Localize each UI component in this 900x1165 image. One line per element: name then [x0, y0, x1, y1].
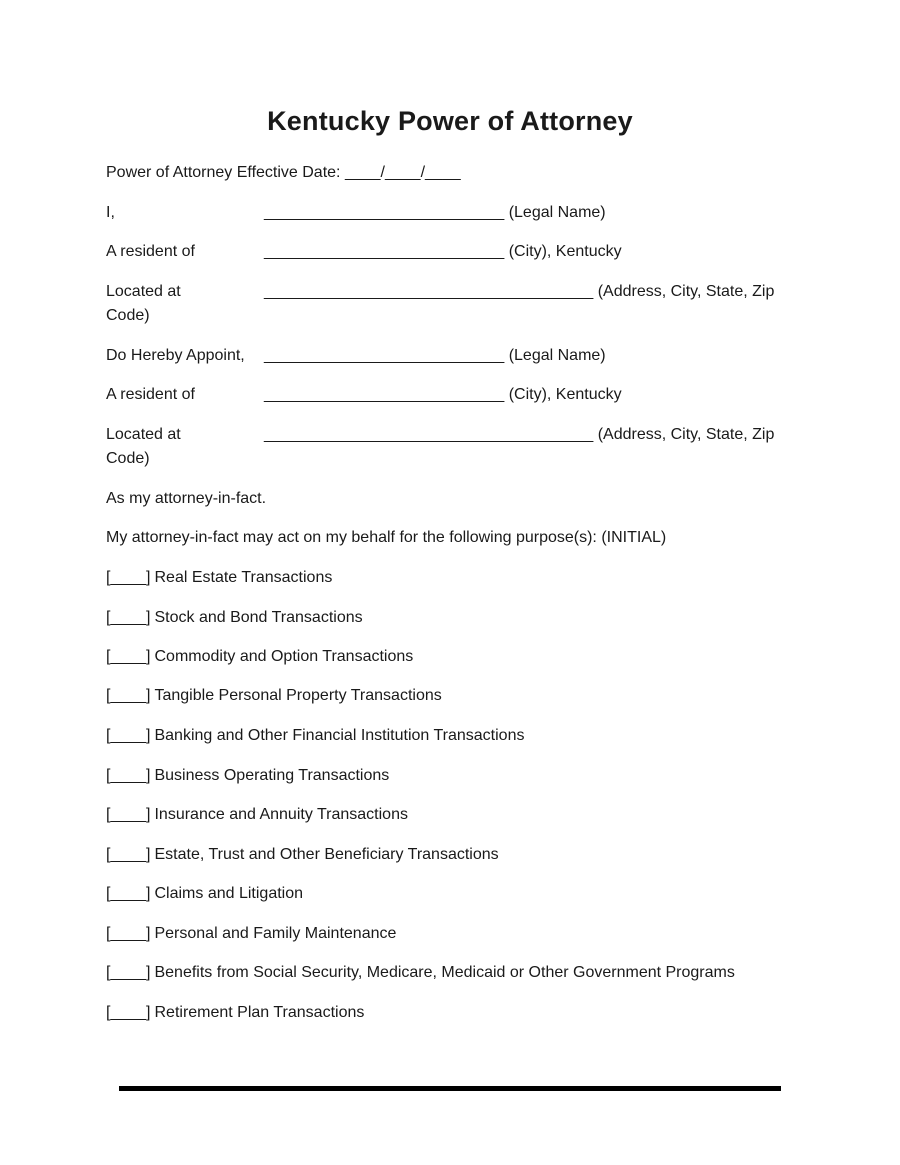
principal-name-label: I,	[106, 204, 115, 221]
footer-rule	[119, 1086, 781, 1091]
purpose-row	[106, 566, 332, 590]
initial-box[interactable]: [____]	[106, 609, 151, 626]
purpose-row	[106, 843, 499, 867]
purpose-label: Retirement Plan Transactions	[154, 1004, 365, 1021]
agent-resident-label: A resident of	[106, 386, 195, 403]
principal-name-field[interactable]: ___________________________ (Legal Name)	[264, 204, 606, 221]
principal-address-field[interactable]: _____________________________________ (Address, City, State, Zip	[264, 283, 775, 300]
purpose-label: Estate, Trust and Other Beneficiary Transactions	[154, 846, 499, 863]
principal-located-label: Located at	[106, 283, 181, 300]
purpose-row	[106, 645, 413, 669]
purpose-row	[106, 606, 363, 630]
purpose-label: Personal and Family Maintenance	[154, 925, 397, 942]
agent-address-field[interactable]: _____________________________________ (Address, City, State, Zip	[264, 426, 775, 443]
purpose-label: Claims and Litigation	[154, 885, 304, 902]
initial-box[interactable]: [____]	[106, 767, 151, 784]
purposes-intro: My attorney-in-fact may act on my behalf for the following purpose(s): (INITIAL)	[106, 529, 667, 546]
purpose-label: Banking and Other Financial Institution Transactions	[154, 727, 525, 744]
principal-resident-label: A resident of	[106, 243, 195, 260]
agent-located-label: Located at	[106, 426, 181, 443]
initial-box[interactable]: [____]	[106, 964, 151, 981]
initial-box[interactable]: [____]	[106, 806, 151, 823]
purpose-row	[106, 764, 389, 788]
purpose-row	[106, 922, 396, 946]
initial-box[interactable]: [____]	[106, 687, 151, 704]
purpose-label: Stock and Bond Transactions	[154, 609, 363, 626]
attorney-in-fact-text: As my attorney-in-fact.	[106, 490, 267, 507]
document-title: Kentucky Power of Attorney	[267, 106, 633, 136]
initial-box[interactable]: [____]	[106, 1004, 151, 1021]
purpose-row	[106, 882, 303, 906]
purpose-label: Commodity and Option Transactions	[154, 648, 414, 665]
principal-city-field[interactable]: ___________________________ (City), Kentucky	[264, 243, 622, 260]
initial-box[interactable]: [____]	[106, 648, 151, 665]
purpose-label: Benefits from Social Security, Medicare, Medicaid or Other Government Programs	[154, 964, 735, 981]
purpose-label: Real Estate Transactions	[154, 569, 333, 586]
purpose-row	[106, 724, 524, 748]
purpose-label: Insurance and Annuity Transactions	[154, 806, 408, 823]
agent-address-wrap: Code)	[106, 450, 150, 467]
initial-box[interactable]: [____]	[106, 885, 151, 902]
initial-box[interactable]: [____]	[106, 925, 151, 942]
agent-name-field[interactable]: ___________________________ (Legal Name)	[264, 347, 606, 364]
principal-address-wrap: Code)	[106, 307, 150, 324]
agent-city-field[interactable]: ___________________________ (City), Kentucky	[264, 386, 622, 403]
initial-box[interactable]: [____]	[106, 727, 151, 744]
initial-box[interactable]: [____]	[106, 846, 151, 863]
purpose-row	[106, 684, 442, 708]
purpose-label: Tangible Personal Property Transactions	[154, 687, 442, 704]
purpose-label: Business Operating Transactions	[154, 767, 390, 784]
purpose-row	[106, 1001, 364, 1025]
initial-box[interactable]: [____]	[106, 569, 151, 586]
purpose-row	[106, 961, 735, 985]
purpose-row	[106, 803, 408, 827]
effective-date-line[interactable]: Power of Attorney Effective Date: ____/____/____	[106, 164, 461, 181]
agent-appoint-label: Do Hereby Appoint,	[106, 347, 245, 364]
